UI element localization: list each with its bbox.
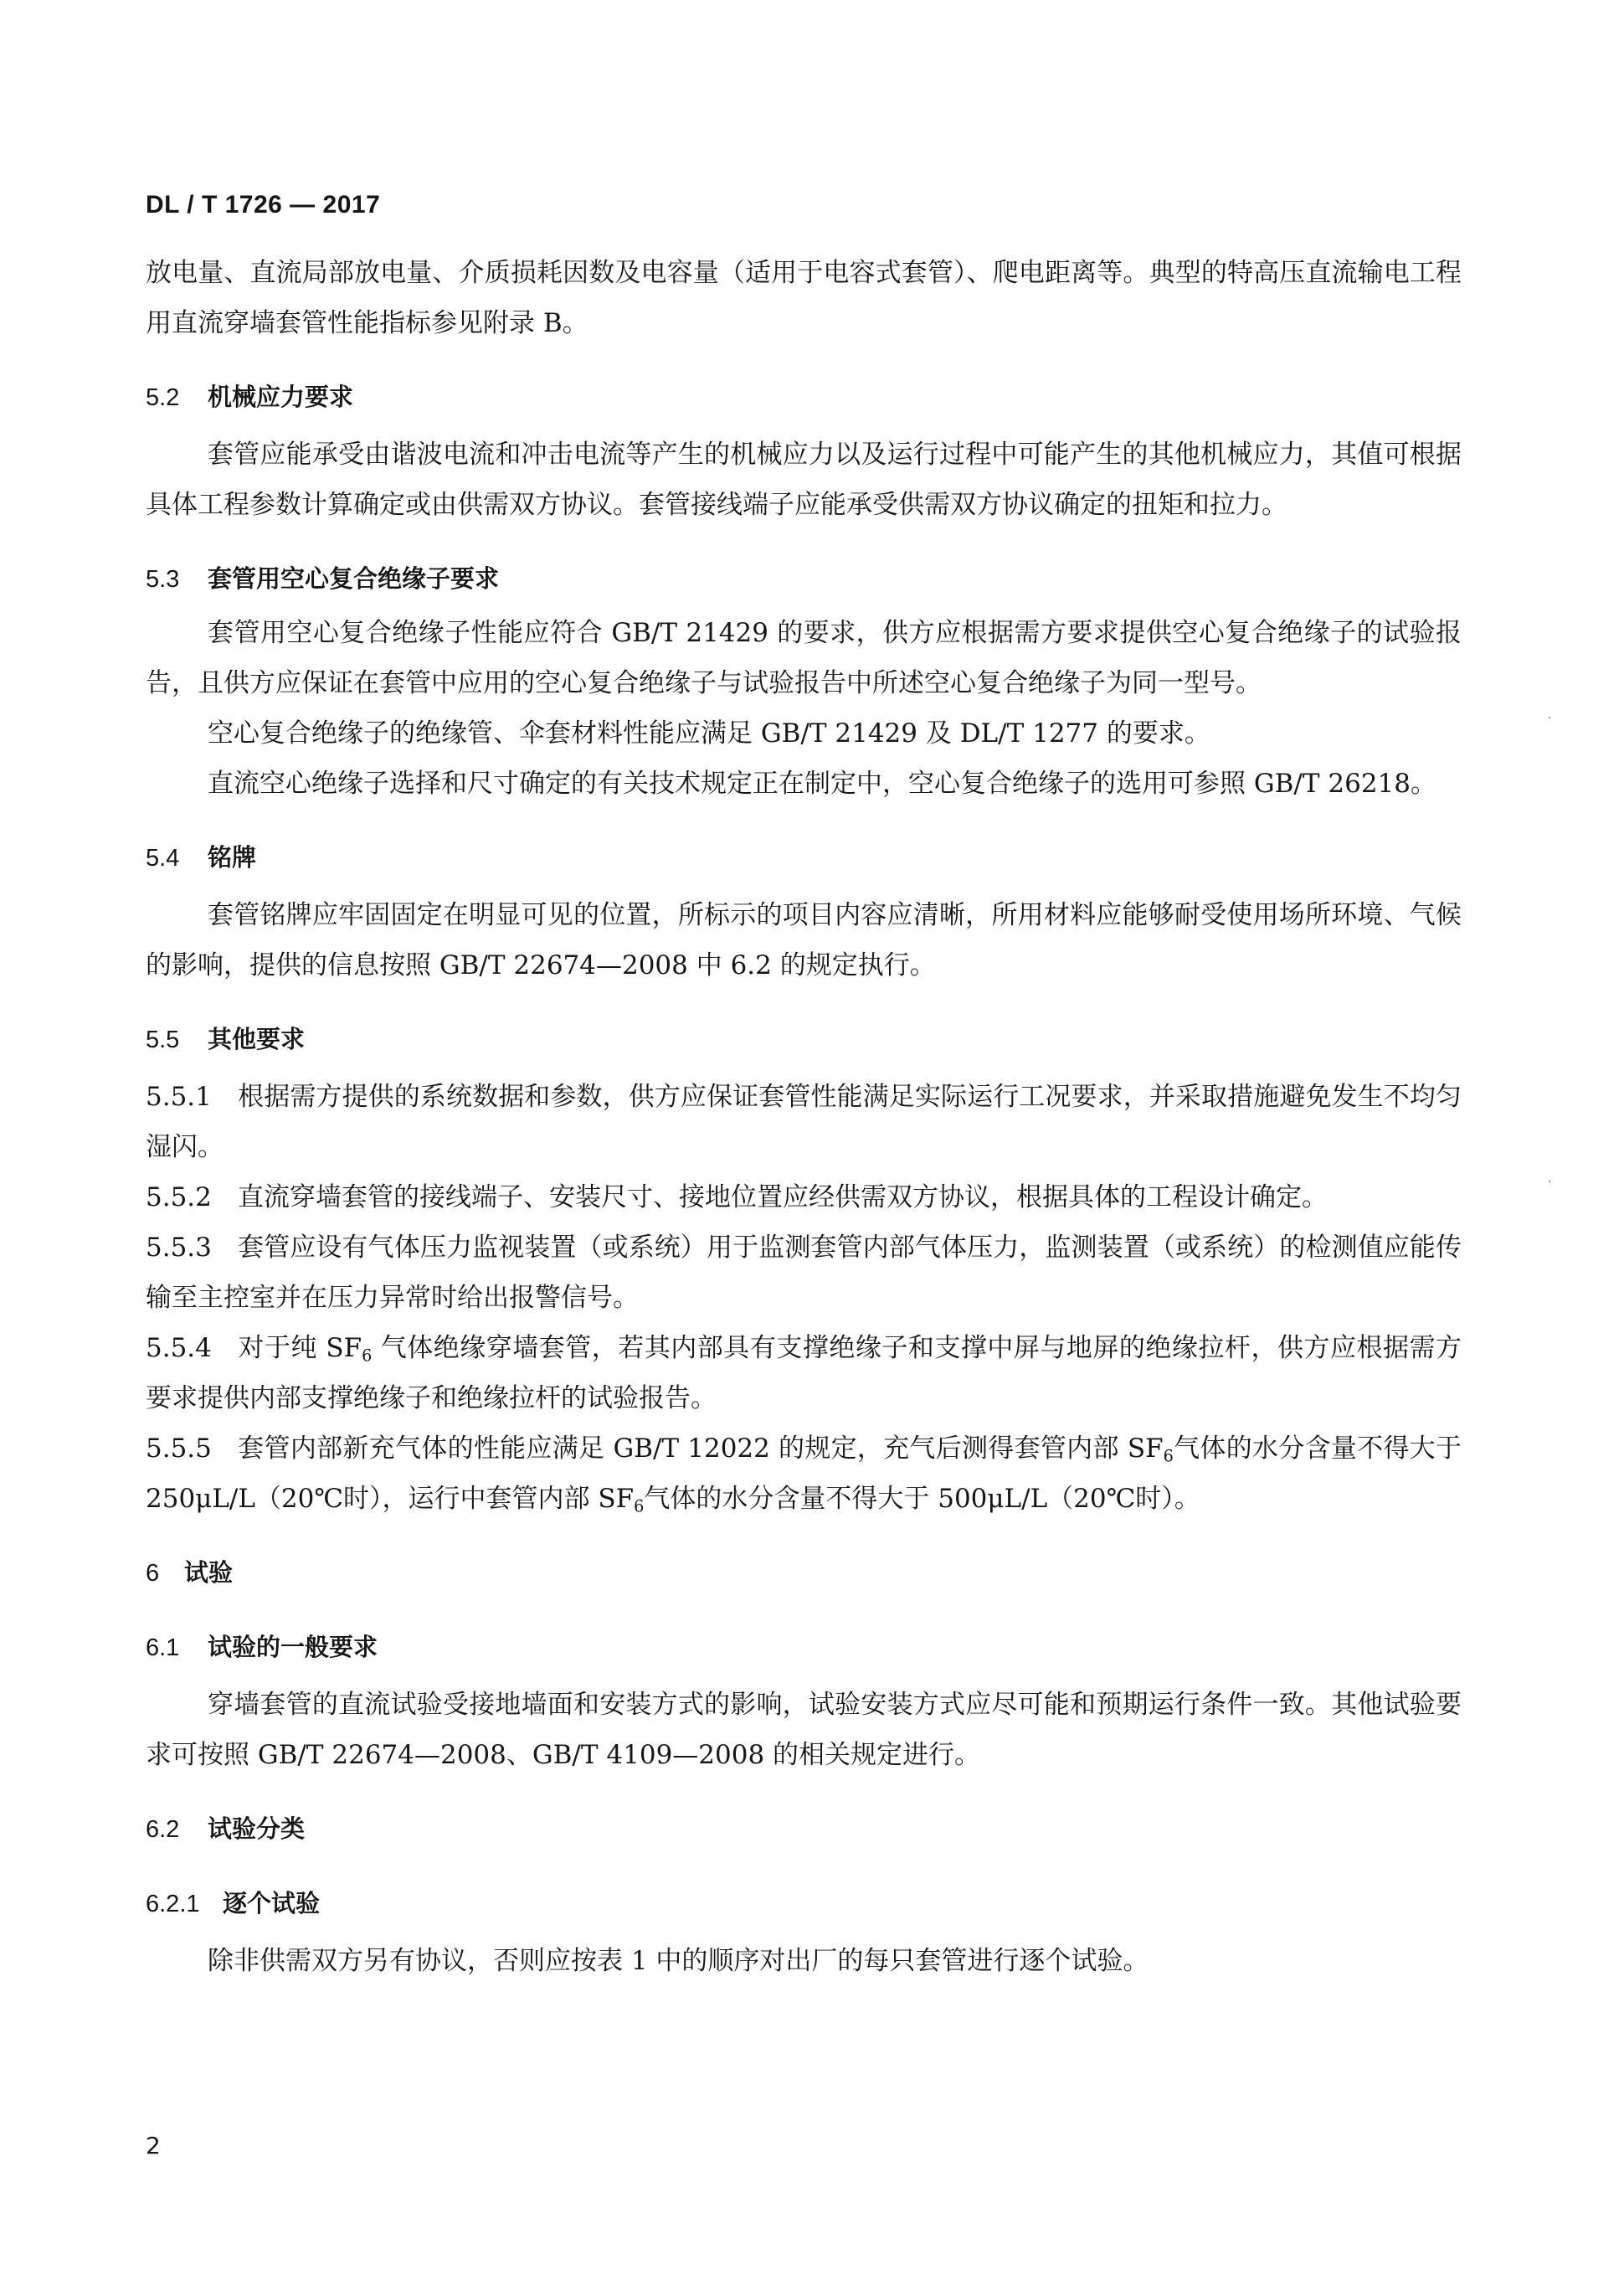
paragraph-5-4: 套管铭牌应牢固固定在明显可见的位置，所标示的项目内容应清晰，所用材料应能够耐受使用场所环境、气候的影响，提供的信息按照 GB/T 22674—2008 中 6.2 的规定执行。 xyxy=(146,900,1462,980)
section-number: 5.2 xyxy=(146,384,180,411)
section-title: 其他要求 xyxy=(208,1025,306,1053)
clause-number: 5.5.5 xyxy=(146,1433,212,1464)
section-title: 逐个试验 xyxy=(223,1889,321,1917)
chapter-number: 6 xyxy=(146,1560,160,1587)
clause-5-5-5 xyxy=(146,1423,1462,1524)
paragraph-6-1: 穿墙套管的直流试验受接地墙面和安装方式的影响，试验安装方式应尽可能和预期运行条件一致。其他试验要求可按照 GB/T 22674—2008、GB/T 4109—2008 的相关规定进行。 xyxy=(146,1690,1462,1770)
section-heading-6-2 xyxy=(146,1804,1462,1855)
clause-text: 套管内部新充气体的性能应满足 GB/T 12022 的规定，充气后测得套管内部 SF xyxy=(238,1433,1164,1464)
section-number: 5.5 xyxy=(146,1027,180,1053)
section-heading-5-3 xyxy=(146,553,1462,605)
clause-number: 5.5.4 xyxy=(146,1333,212,1363)
section-title: 套管用空心复合绝缘子要求 xyxy=(208,564,500,593)
section-title: 试验分类 xyxy=(208,1814,306,1843)
section-heading-6-2-1 xyxy=(146,1878,1462,1929)
section-heading-6-1 xyxy=(146,1622,1462,1673)
subscript: 6 xyxy=(1163,1446,1174,1466)
section-number: 5.3 xyxy=(146,566,180,593)
subscript: 6 xyxy=(634,1496,645,1516)
clause-5-5-3 xyxy=(146,1222,1462,1323)
clause-text: 对于纯 SF xyxy=(238,1333,362,1363)
section-title: 机械应力要求 xyxy=(208,383,354,411)
clause-number: 5.5.1 xyxy=(146,1082,212,1112)
clause-text: 套管应设有气体压力监视装置（或系统）用于监测套管内部气体压力，监测装置（或系统）的检测值应能传输至主控室并在压力异常时给出报警信号。 xyxy=(146,1233,1462,1313)
clause-text: 气体的水分含量不得大于 250μL/L（20℃时），运行中套管内部 SF xyxy=(146,1433,1462,1514)
paragraph-6-2-1: 除非供需双方另有协议，否则应按表 1 中的顺序对出厂的每只套管进行逐个试验。 xyxy=(208,1946,1149,1976)
page-number: 2 xyxy=(146,2132,161,2159)
clause-5-5-4 xyxy=(146,1323,1462,1423)
subscript: 6 xyxy=(362,1346,373,1366)
section-heading-5-2 xyxy=(146,372,1462,423)
clause-text: 气体绝缘穿墙套管，若其内部具有支撑绝缘子和支撑中屏与地屏的绝缘拉杆，供方应根据需方要求提供内部支撑绝缘子和绝缘拉杆的试验报告。 xyxy=(146,1333,1462,1413)
paragraph-5-2: 套管应能承受由谐波电流和冲击电流等产生的机械应力以及运行过程中可能产生的其他机械应力，其值可根据具体工程参数计算确定或由供需双方协议。套管接线端子应能承受供需双方协议确定的扭矩和拉力。 xyxy=(146,440,1462,520)
clause-text: 气体的水分含量不得大于 500μL/L（20℃时）。 xyxy=(644,1484,1200,1514)
section-number: 6.2 xyxy=(146,1816,180,1843)
intro-paragraph: 放电量、直流局部放电量、介质损耗因数及电容量（适用于电容式套管）、爬电距离等。典型的特高压直流输电工程用直流穿墙套管性能指标参见附录 B。 xyxy=(146,258,1462,338)
clause-number: 5.5.2 xyxy=(146,1182,212,1212)
section-number: 6.1 xyxy=(146,1634,180,1661)
paragraph-5-3-2: 空心复合绝缘子的绝缘管、伞套材料性能应满足 GB/T 21429 及 DL/T 1277 的要求。 xyxy=(208,718,1210,749)
scan-speck xyxy=(1549,717,1550,718)
paragraph-5-3-1: 套管用空心复合绝缘子性能应符合 GB/T 21429 的要求，供方应根据需方要求提供空心复合绝缘子的试验报告，且供方应保证在套管中应用的空心复合绝缘子与试验报告中所述空心复合绝缘子为同一型号。 xyxy=(146,618,1462,698)
clause-text: 根据需方提供的系统数据和参数，供方应保证套管性能满足实际运行工况要求，并采取措施避免发生不均匀湿闪。 xyxy=(146,1082,1462,1162)
scan-speck xyxy=(1549,1181,1550,1182)
standard-number: DL / T 1726 — 2017 xyxy=(146,191,381,219)
section-title: 试验的一般要求 xyxy=(208,1633,378,1661)
clause-number: 5.5.3 xyxy=(146,1233,212,1263)
clause-text: 直流穿墙套管的接线端子、安装尺寸、接地位置应经供需双方协议，根据具体的工程设计确定。 xyxy=(238,1182,1328,1212)
clause-5-5-1 xyxy=(146,1072,1462,1172)
section-number: 6.2.1 xyxy=(146,1891,200,1917)
paragraph-5-3-3: 直流空心绝缘子选择和尺寸确定的有关技术规定正在制定中，空心复合绝缘子的选用可参照 GB/T 26218。 xyxy=(208,769,1436,799)
clause-5-5-2 xyxy=(146,1172,1462,1222)
chapter-title: 试验 xyxy=(184,1558,234,1587)
document-body xyxy=(146,248,1462,1986)
section-heading-5-4 xyxy=(146,832,1462,883)
section-number: 5.4 xyxy=(146,845,180,872)
chapter-heading-6 xyxy=(146,1547,1462,1598)
section-heading-5-5 xyxy=(146,1014,1462,1065)
section-title: 铭牌 xyxy=(208,843,257,872)
